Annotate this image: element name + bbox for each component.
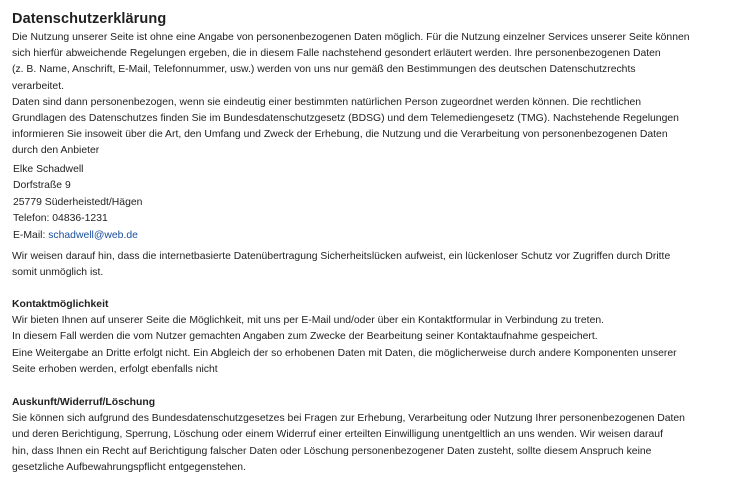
provider-address: [13, 162, 719, 245]
contact-line: Eine Weitergabe an Dritte erfolgt nicht. Ein Abgleich der so erhobenen Daten mit Daten, die möglicherweise durch andere Komponenten unserer: [12, 347, 677, 359]
intro-line: Die Nutzung unserer Seite ist ohne eine Angabe von personenbezogenen Daten möglich. Für die Nutzung einzelner Services unserer Seite können: [12, 32, 690, 43]
email-label: E-Mail:: [13, 230, 49, 241]
intro-line: informieren Sie insoweit über die Art, den Umfang und Zweck der Erhebung, die Nutzung und die Verarbeitung von personenbezogenen Daten: [12, 129, 668, 141]
contact-line: In diesem Fall werden die vom Nutzer gemachten Angaben zum Zwecke der Bearbeitung seiner Kontaktaufnahme gespeichert.: [12, 331, 598, 343]
intro-line: Daten sind dann personenbezogen, wenn sie eindeutig einer bestimmten natürlichen Person zugeordnet werden können. Die rechtlichen: [12, 96, 642, 108]
intro-paragraph: [12, 30, 719, 160]
warning-line: Wir weisen darauf hin, dass die internetbasierte Datenübertragung Sicherheitslücken aufweist, ein lückenloser Schutz vor Zugriffen durch Dritte: [12, 250, 671, 262]
security-warning: [12, 249, 719, 281]
page-title: Datenschutzerklärung: [12, 11, 167, 27]
contact-heading: Kontaktmöglichkeit: [12, 299, 109, 310]
contact-line: Seite erhoben werden, erfolgt ebenfalls nicht: [12, 363, 218, 375]
warning-line: somit unmöglich ist.: [12, 266, 104, 278]
intro-line: (z. B. Name, Anschrift, E-Mail, Telefonnummer, usw.) werden von uns nur gemäß den Bestimmungen des deutschen Datenschutzrechts: [12, 64, 636, 76]
intro-line: Grundlagen des Datenschutzes finden Sie im Bundesdatenschutzgesetz (BDSG) und dem Telemediengesetz (TMG). Nachstehende Regelungen: [12, 113, 679, 125]
info-paragraph: [12, 411, 719, 476]
provider-phone: Telefon: 04836-1231: [13, 213, 108, 225]
info-line: Sie können sich aufgrund des Bundesdatenschutzgesetzes bei Fragen zur Erhebung, Verarbeitung oder Nutzung Ihrer personenbezogenen Daten: [12, 413, 685, 425]
intro-line: verarbeitet.: [12, 80, 64, 92]
info-heading: Auskunft/Widerruf/Löschung: [12, 397, 156, 409]
email-link[interactable]: schadwell@web.de: [48, 230, 138, 241]
intro-line: durch den Anbieter: [12, 145, 100, 157]
provider-name: Elke Schadwell: [13, 163, 84, 175]
info-line: und deren Berichtigung, Sperrung, Löschung oder einem Widerruf einer erteilten Einwilligung unentgeltlich an uns wenden. Wir weisen darauf: [12, 429, 663, 441]
provider-city: 25779 Süderheistedt/Hägen: [13, 196, 143, 208]
info-line: gesetzliche Aufbewahrungspflicht entgegenstehen.: [12, 461, 246, 473]
info-line: hin, dass Ihnen ein Recht auf Berichtigung falscher Daten oder Löschung personenbezogener Daten zusteht, sollte diesem Anspruch keine: [12, 445, 652, 457]
contact-paragraph: [12, 313, 719, 378]
contact-line: Wir bieten Ihnen auf unserer Seite die Möglichkeit, mit uns per E-Mail und/oder über ein Kontaktformular in Verbindung zu treten.: [12, 315, 605, 327]
provider-email-row: [13, 228, 719, 245]
provider-street: Dorfstraße 9: [13, 180, 71, 192]
intro-line: sich hierfür abweichende Regelungen ergeben, die in diesem Falle nachstehend gesondert erläutert werden. Ihre personenbezogenen Daten: [12, 48, 661, 60]
